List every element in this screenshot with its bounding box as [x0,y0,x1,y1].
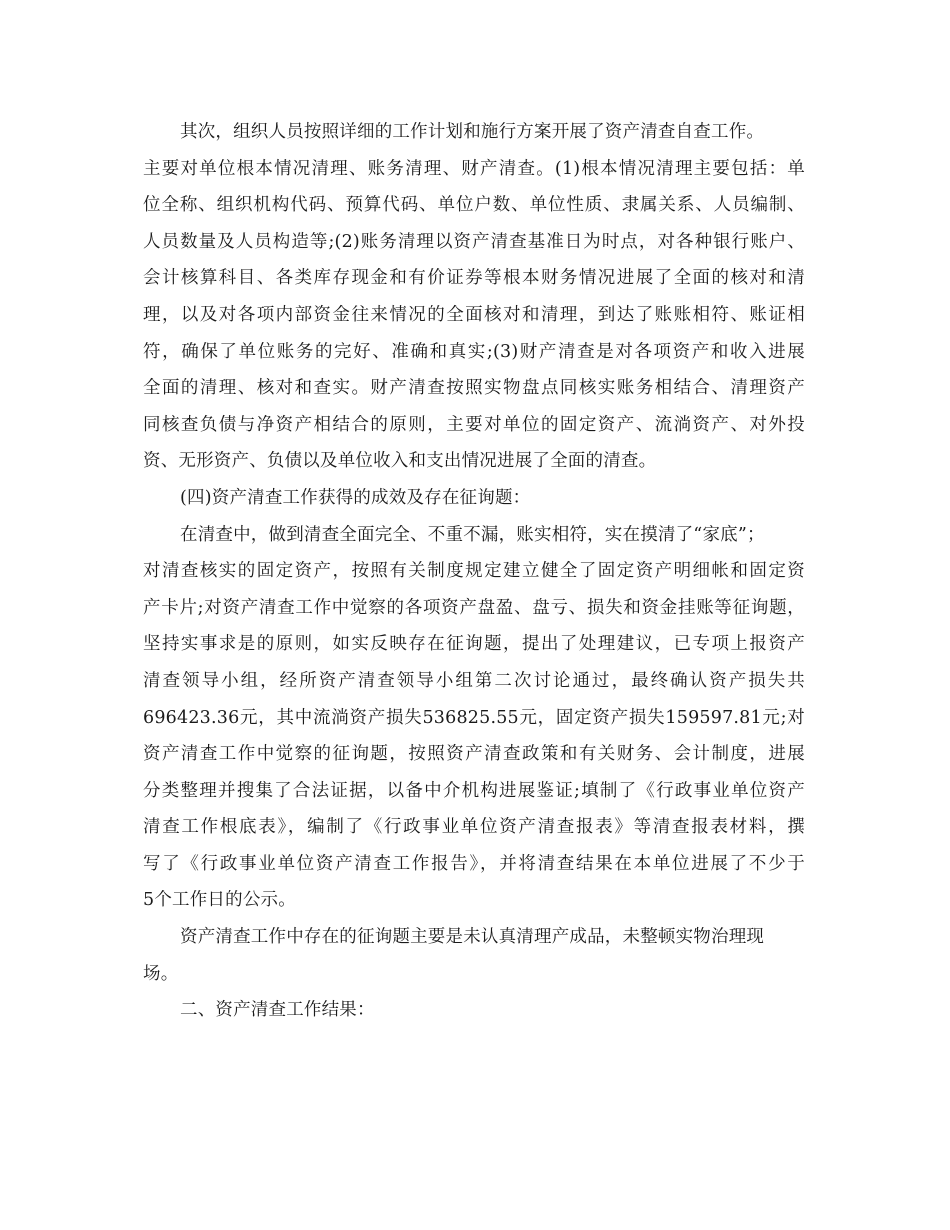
paragraph-line: 写了《行政事业单位资产清查工作报告》，并将清查结果在本单位进展了不少于 [143,853,805,874]
paragraph-line: 场。 [143,963,179,984]
paragraph-line: 资产清查工作中觉察的征询题，按照资产清查政策和有关财务、会计制度，进展 [143,744,805,765]
paragraph-line: 符，确保了单位账务的完好、准确和真实;(3)财产清查是对各项资产和收入进展 [143,341,805,362]
paragraph-line: 资、无形资产、负债以及单位收入和支出情况进展了全面的清查。 [143,451,657,472]
paragraph-line: 会计核算科目、各类库存现金和有价证券等根本财务情况进展了全面的核对和清 [143,268,805,289]
paragraph-line: 产卡片;对资产清查工作中觉察的各项资产盘盈、盘亏、损失和资金挂账等征询题， [143,597,805,618]
paragraph-line: 位全称、组织机构代码、预算代码、单位户数、单位性质、隶属关系、人员编制、 [143,195,805,216]
paragraph-line: 主要对单位根本情况清理、账务清理、财产清查。(1)根本情况清理主要包括：单 [143,158,805,179]
paragraph-line: 在清查中，做到清查全面完全、不重不漏，账实相符，实在摸清了“家底”； [180,524,765,545]
paragraph-line: 清查领导小组，经所资产清查领导小组第二次讨论通过，最终确认资产损失共 [143,670,805,691]
paragraph-line: 5个工作日的公示。 [143,890,296,911]
paragraph-line: 同核查负债与净资产相结合的原则，主要对单位的固定资产、流淌资产、对外投 [143,414,805,435]
paragraph-line: 坚持实事求是的原则，如实反映存在征询题，提出了处理建议，已专项上报资产 [143,634,805,655]
document-body [143,114,805,1029]
paragraph-line: 清查工作根底表》，编制了《行政事业单位资产清查报表》等清查报表材料，撰 [143,817,805,838]
paragraph-line: 全面的清理、核对和查实。财产清查按照实物盘点同核实账务相结合、清理资产 [143,378,805,399]
paragraph-line: 696423.36元，其中流淌资产损失536825.55元，固定资产损失159597.81元;对 [143,707,805,728]
paragraph-line: 资产清查工作中存在的征询题主要是未认真清理产成品，未整顿实物治理现 [180,927,765,948]
paragraph-line: 其次，组织人员按照详细的工作计划和施行方案开展了资产清查自查工作。 [180,122,765,142]
paragraph-line: 人员数量及人员构造等;(2)账务清理以资产清查基准日为时点，对各种银行账户、 [143,231,805,252]
paragraph-line: 对清查核实的固定资产，按照有关制度规定建立健全了固定资产明细帐和固定资 [143,561,805,582]
section-heading: 二、资产清查工作结果： [180,1000,375,1021]
paragraph-line: 分类整理并搜集了合法证据，以备中介机构进展鉴证;填制了《行政事业单位资产 [143,780,805,801]
section-heading: (四)资产清查工作获得的成效及存在征询题： [180,487,531,508]
paragraph-line: 理，以及对各项内部资金往来情况的全面核对和清理，到达了账账相符、账证相 [143,304,805,325]
